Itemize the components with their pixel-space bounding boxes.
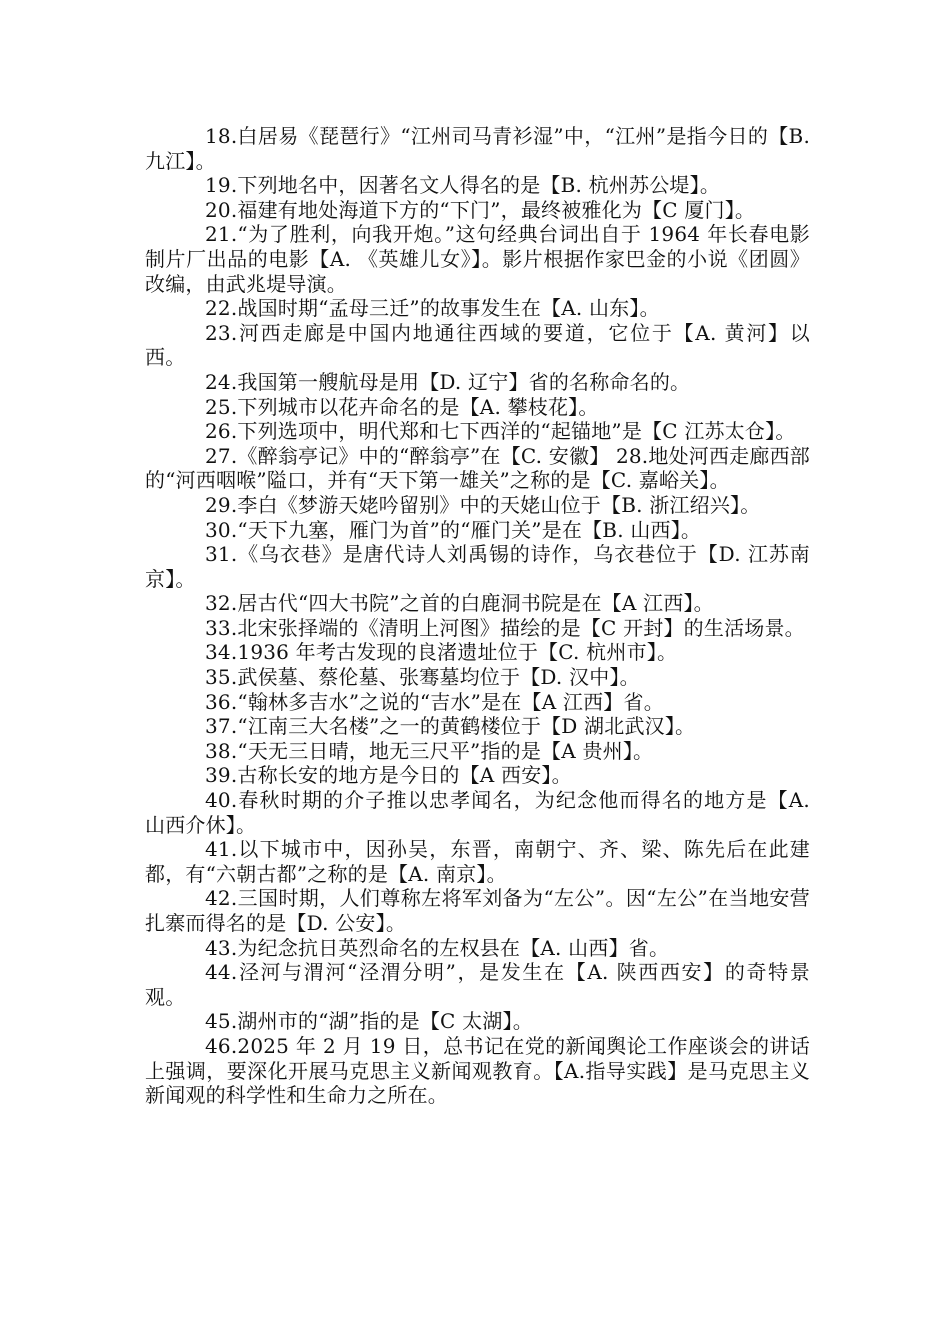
question-21: 21.“为了胜利，向我开炮。”这句经典台词出自于 1964 年长春电影制片厂出品的电影【A. 《英雄儿女》】。影片根据作家巴金的小说《团圆》改编，由武兆堤导演。 [145,222,810,296]
question-24: 24.我国第一艘航母是用【D. 辽宁】省的名称命名的。 [205,369,691,394]
question-39: 39.古称长安的地方是今日的【A 西安】。 [205,763,572,788]
question-23: 23.河西走廊是中国内地通往西域的要道，它位于【A. 黄河】以西。 [145,320,810,370]
question-18: 18.白居易《琵琶行》“江州司马青衫湿”中，“江州”是指今日的【B. 九江】。 [145,124,810,173]
question-32: 32.居古代“四大书院”之首的白鹿洞书院是在【A 江西】。 [205,591,714,616]
question-44: 44.泾河与渭河“泾渭分明”，是发生在【A. 陕西西安】的奇特景观。 [145,960,810,1009]
question-42: 42.三国时期，人们尊称左将军刘备为“左公”。因“左公”在当地安营扎寨而得名的是【D. 公安】。 [145,886,810,935]
question-40: 40.春秋时期的介子推以忠孝闻名，为纪念他而得名的地方是【A. 山西介休】。 [145,788,810,837]
question-43: 43.为纪念抗日英烈命名的左权县在【A. 山西】省。 [205,935,670,960]
question-26: 26.下列选项中，明代郑和七下西洋的“起锚地”是【C 江苏太仓】。 [205,419,796,444]
question-30: 30.“天下九塞，雁门为首”的“雁门关”是在【B. 山西】。 [205,517,702,542]
question-46: 46.2025 年 2 月 19 日，总书记在党的新闻舆论工作座谈会的讲话上强调，要深化开展马克思主义新闻观教育。【A.指导实践】是马克思主义新闻观的科学性和生命力之所在。 [145,1033,810,1108]
question-31: 31.《乌衣巷》是唐代诗人刘禹锡的诗作，乌衣巷位于【D. 江苏南京】。 [145,542,810,591]
question-45: 45.湖州市的“湖”指的是【C 太湖】。 [205,1009,533,1034]
question-38: 38.“天无三日晴，地无三尺平”指的是【A 贵州】。 [205,738,654,763]
question-27-28: 27.《醉翁亭记》中的“醉翁亭”在【C. 安徽】 28.地处河西走廊西部的“河西咽喉”隘口，并有“天下第一雄关”之称的是【C. 嘉峪关】。 [145,443,810,493]
question-34: 34.1936 年考古发现的良渚遗址位于【C. 杭州市】。 [205,640,678,665]
question-36: 36.“翰林多吉水”之说的“吉水”是在【A 江西】省。 [205,689,664,714]
question-29: 29.李白《梦游天姥吟留别》中的天姥山位于【B. 浙江绍兴】。 [205,492,761,517]
question-20: 20.福建有地处海道下方的“下门”，最终被雅化为【C 厦门】。 [205,197,756,222]
question-35: 35.武侯墓、蔡伦墓、张骞墓均位于【D. 汉中】。 [205,665,640,690]
document-page [145,124,810,1108]
question-22: 22.战国时期“孟母三迁”的故事发生在【A. 山东】。 [205,296,660,321]
question-33: 33.北宋张择端的《清明上河图》描绘的是【C 开封】的生活场景。 [205,615,805,640]
question-19: 19.下列地名中，因著名文人得名的是【B. 杭州苏公堤】。 [205,173,721,198]
question-37: 37.“江南三大名楼”之一的黄鹤楼位于【D 湖北武汉】。 [205,714,696,739]
question-25: 25.下列城市以花卉命名的是【A. 攀枝花】。 [205,394,599,419]
question-41: 41.以下城市中，因孙吴，东晋，南朝宁、齐、梁、陈先后在此建都，有“六朝古都”之称的是【A. 南京】。 [145,837,810,886]
